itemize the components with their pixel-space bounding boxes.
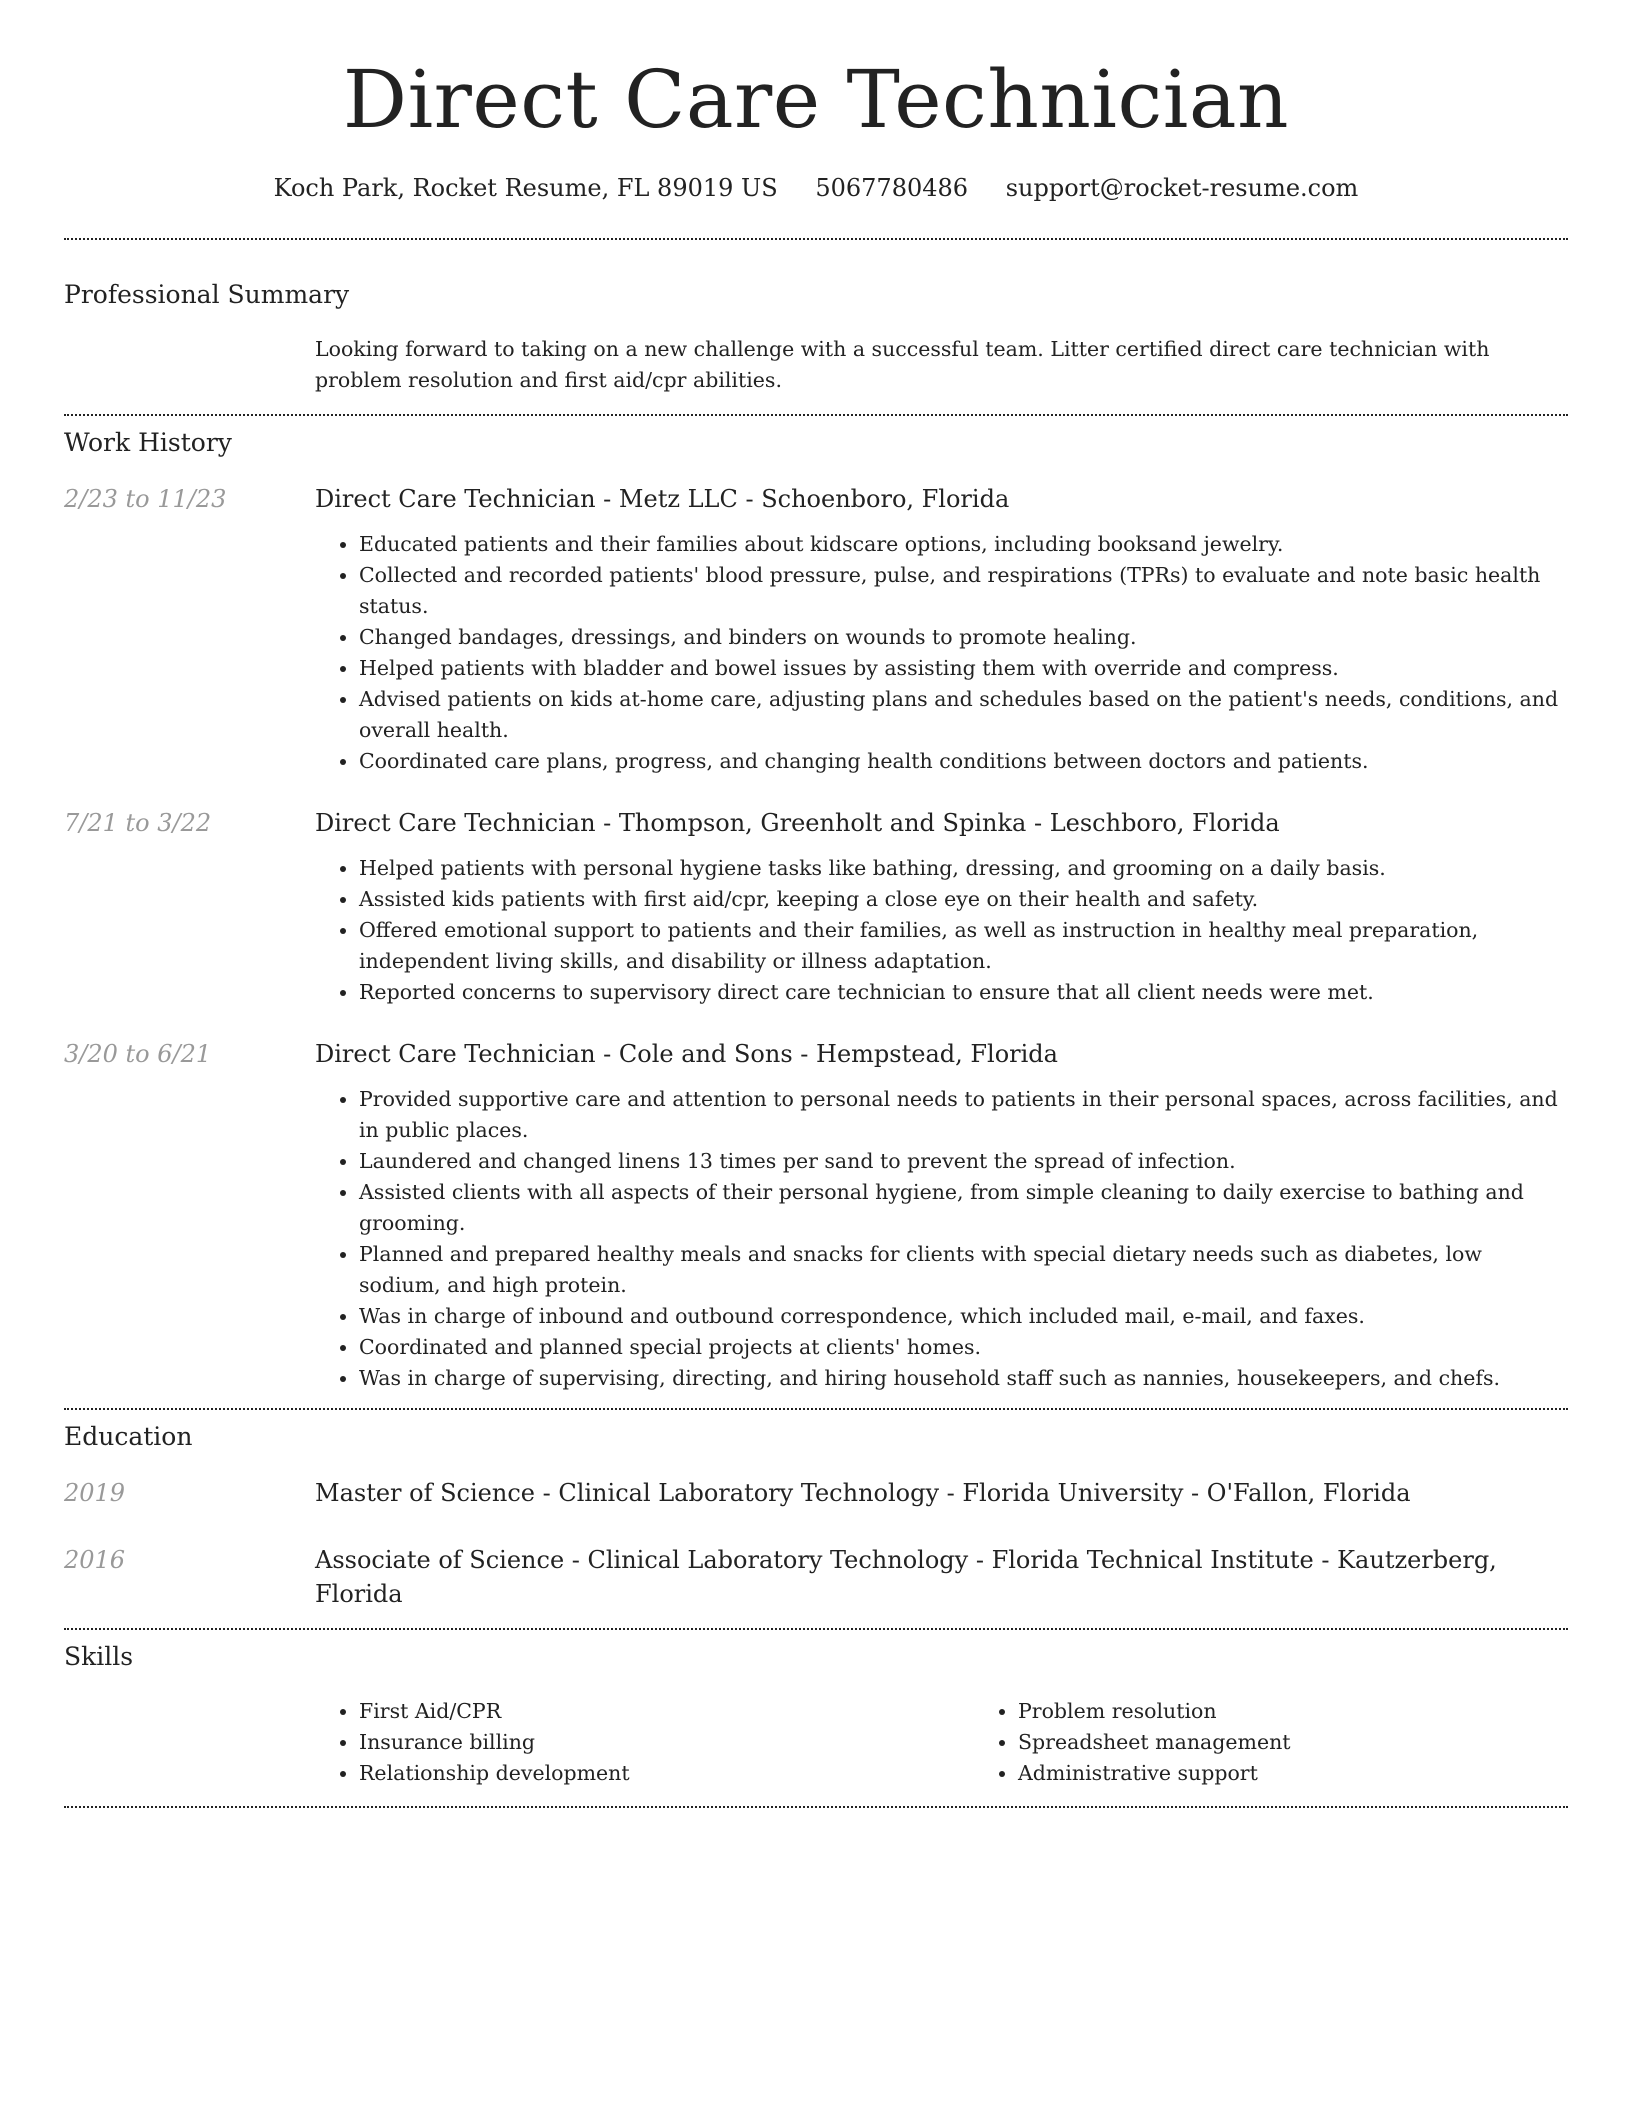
- skills-list-left: [315, 1696, 974, 1789]
- education-entry: [64, 1476, 1568, 1510]
- list-item: • Coordinated care plans, progress, and changing health conditions between doctors and patients.: [359, 746, 1568, 777]
- list-item: • Assisted kids patients with first aid/cpr, keeping a close eye on their health and safety.: [359, 884, 1568, 915]
- list-item: • Helped patients with personal hygiene tasks like bathing, dressing, and grooming on a daily basis.: [359, 853, 1568, 884]
- list-item: • Collected and recorded patients' blood pressure, pulse, and respirations (TPRs) to evaluate and note basic health status.: [359, 560, 1568, 622]
- list-item: • Was in charge of supervising, directing, and hiring household staff such as nannies, housekeepers, and chefs.: [359, 1363, 1568, 1394]
- summary-text: Looking forward to taking on a new challenge with a successful team. Litter certified direct care technician with problem resolution and first aid/cpr abilities.: [315, 337, 1490, 392]
- skills-section: [64, 1630, 1568, 1789]
- skills-list-right: [974, 1696, 1632, 1789]
- section-title-summary: Professional Summary: [64, 280, 350, 309]
- list-item: • Helped patients with bladder and bowel issues by assisting them with override and compress.: [359, 653, 1568, 684]
- job-dates: 3/20 to 6/21: [64, 1040, 212, 1068]
- skill-item: • Problem resolution: [1018, 1696, 1632, 1727]
- section-title-education: Education: [64, 1422, 193, 1451]
- section-title-work-history: Work History: [64, 428, 232, 457]
- list-item: • Planned and prepared healthy meals and snacks for clients with special dietary needs such as diabetes, low sodium, and high protein.: [359, 1239, 1568, 1301]
- education-year: 2016: [64, 1546, 126, 1574]
- education-heading: Associate of Science - Clinical Laboratory Technology - Florida Technical Institute - Kautzerberg, Florida: [315, 1546, 1497, 1608]
- contact-email: support@rocket-resume.com: [1005, 174, 1359, 202]
- list-item: • Laundered and changed linens 13 times per sand to prevent the spread of infection.: [359, 1146, 1568, 1177]
- list-item: • Reported concerns to supervisory direct care technician to ensure that all client needs were met.: [359, 977, 1568, 1008]
- education-year: 2019: [64, 1479, 126, 1507]
- list-item: • Changed bandages, dressings, and binders on wounds to promote healing.: [359, 622, 1568, 653]
- job-heading: Direct Care Technician - Thompson, Greenholt and Spinka - Leschboro, Florida: [315, 809, 1280, 837]
- list-item: • Offered emotional support to patients and their families, as well as instruction in healthy meal preparation, independent living skills, and disability or illness adaptation.: [359, 915, 1568, 977]
- skill-item: • Relationship development: [359, 1758, 974, 1789]
- education-heading: Master of Science - Clinical Laboratory Technology - Florida University - O'Fallon, Florida: [315, 1479, 1411, 1507]
- skill-item: • Insurance billing: [359, 1727, 974, 1758]
- contact-line: [64, 172, 1568, 204]
- divider: [64, 1806, 1568, 1808]
- work-history-section: [64, 416, 1568, 1394]
- list-item: • Advised patients on kids at-home care, adjusting plans and schedules based on the patient's needs, conditions, and overall health.: [359, 684, 1568, 746]
- job-bullets: [315, 529, 1568, 777]
- contact-phone: 5067780486: [815, 174, 969, 202]
- list-item: • Provided supportive care and attention to personal needs to patients in their personal spaces, across facilities, and in public places.: [359, 1084, 1568, 1146]
- list-item: • Educated patients and their families about kidscare options, including booksand jewelry.: [359, 529, 1568, 560]
- skill-item: • Spreadsheet management: [1018, 1727, 1632, 1758]
- job-entry: [64, 482, 1568, 777]
- job-entry: [64, 1037, 1568, 1394]
- list-item: • Was in charge of inbound and outbound correspondence, which included mail, e-mail, and faxes.: [359, 1301, 1568, 1332]
- job-bullets: [315, 853, 1568, 1008]
- job-bullets: [315, 1084, 1568, 1394]
- skill-item: • First Aid/CPR: [359, 1696, 974, 1727]
- job-entry: [64, 806, 1568, 1008]
- job-dates: 2/23 to 11/23: [64, 485, 227, 513]
- list-item: • Assisted clients with all aspects of their personal hygiene, from simple cleaning to daily exercise to bathing and grooming.: [359, 1177, 1568, 1239]
- education-section: [64, 1410, 1568, 1611]
- contact-address: Koch Park, Rocket Resume, FL 89019 US: [273, 174, 778, 202]
- job-dates: 7/21 to 3/22: [64, 809, 212, 837]
- skill-item: • Administrative support: [1018, 1758, 1632, 1789]
- candidate-name: Direct Care Technician: [342, 53, 1290, 146]
- job-heading: Direct Care Technician - Cole and Sons - Hempstead, Florida: [315, 1040, 1058, 1068]
- list-item: • Coordinated and planned special projects at clients' homes.: [359, 1332, 1568, 1363]
- summary-section: [64, 240, 1568, 396]
- education-entry: [64, 1543, 1568, 1611]
- job-heading: Direct Care Technician - Metz LLC - Schoenboro, Florida: [315, 485, 1010, 513]
- section-title-skills: Skills: [64, 1642, 134, 1671]
